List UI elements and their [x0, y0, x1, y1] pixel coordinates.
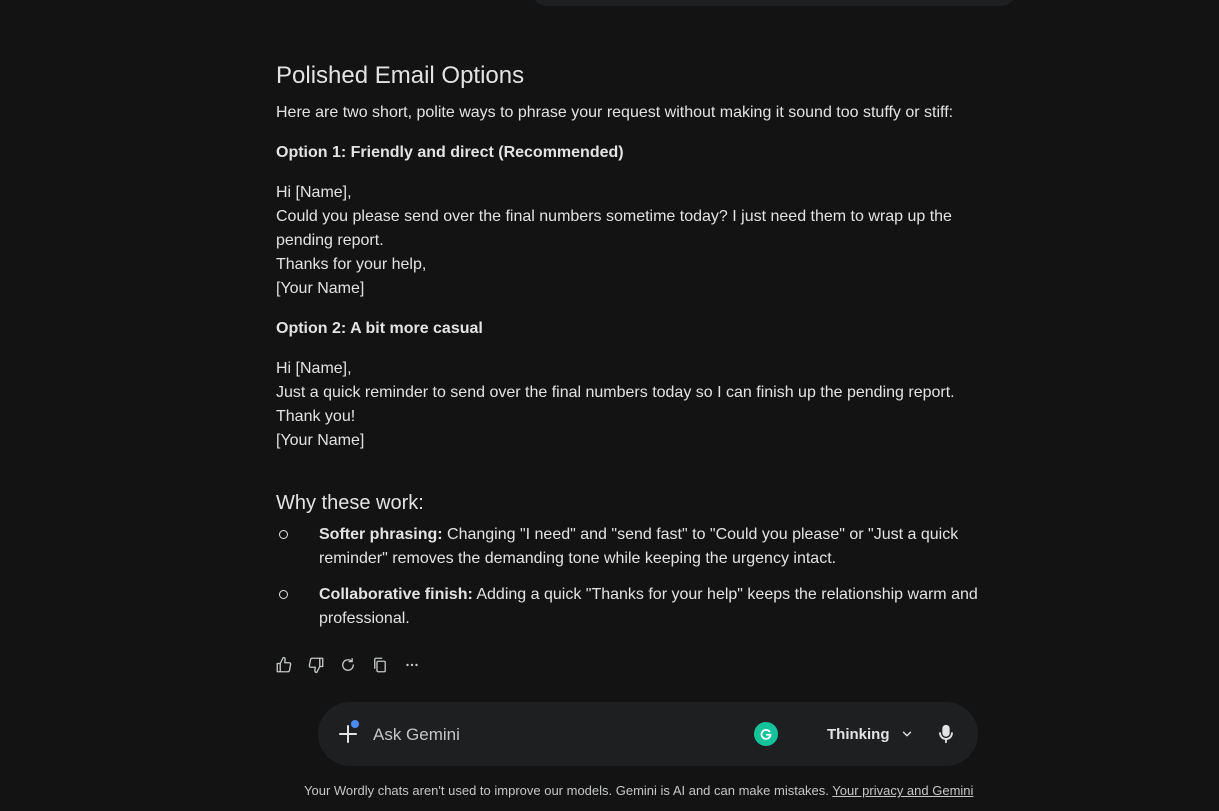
grammarly-button[interactable]: [754, 722, 778, 746]
thumbs-up-icon: [275, 656, 293, 674]
reasons-list: [276, 523, 1006, 631]
option-1-line: Could you please send over the final numbers sometime today? I just need them to wrap up the pending report.: [276, 208, 952, 249]
ask-gemini-input[interactable]: [371, 720, 735, 750]
reason-label: Collaborative finish:: [319, 586, 473, 603]
model-label: Thinking: [827, 725, 890, 743]
option-1-line: Thanks for your help,: [276, 256, 427, 273]
why-heading: Why these work:: [276, 492, 424, 514]
microphone-button[interactable]: [935, 723, 957, 745]
response-actions: [274, 655, 422, 675]
option-1-title: Option 1: Friendly and direct (Recommended): [276, 144, 624, 161]
prompt-input-bar: [318, 702, 978, 766]
option-2-line: Just a quick reminder to send over the final numbers today so I can finish up the pending report.: [276, 384, 955, 401]
response-heading: Polished Email Options: [276, 62, 525, 89]
more-icon: [403, 656, 421, 674]
privacy-link[interactable]: Your privacy and Gemini: [832, 783, 974, 798]
option-2-line: Thank you!: [276, 408, 356, 425]
model-selector[interactable]: [827, 722, 914, 746]
option-2-line: Hi [Name],: [276, 360, 352, 377]
disclaimer-text: Your Wordly chats aren't used to improve our models. Gemini is AI and can make mistakes.: [304, 783, 833, 798]
more-options-button[interactable]: [402, 655, 422, 675]
option-1-line: [Your Name]: [276, 280, 365, 297]
chevron-down-icon: [900, 727, 914, 741]
list-item: [276, 523, 1006, 571]
option-1-line: Hi [Name],: [276, 184, 352, 201]
reason-text: Changing "I need" and "send fast" to "Could you please" or "Just a quick reminder" removes the demanding tone while keeping the urgency intact.: [319, 526, 959, 567]
copy-icon: [371, 656, 389, 674]
regenerate-button[interactable]: [338, 655, 358, 675]
option-2-email: [276, 357, 1006, 453]
option-2-title: Option 2: A bit more casual: [276, 320, 483, 337]
option-2-line: [Your Name]: [276, 432, 365, 449]
grammarly-icon: [757, 725, 775, 743]
response-intro: Here are two short, polite ways to phrase your request without making it sound too stuffy or stiff:: [276, 104, 954, 121]
copy-button[interactable]: [370, 655, 390, 675]
list-item: [276, 583, 1006, 631]
option-1-email: [276, 181, 1006, 301]
thumbs-up-button[interactable]: [274, 655, 294, 675]
bullet-circle-icon: [279, 590, 288, 599]
previous-user-message-bubble: [532, 0, 1016, 6]
footer-disclaimer: [304, 782, 973, 800]
reason-label: Softer phrasing:: [319, 526, 443, 543]
reason-text: Adding a quick "Thanks for your help" keeps the relationship warm and professional.: [319, 586, 978, 627]
notification-dot: [351, 720, 359, 728]
microphone-icon: [935, 723, 957, 745]
thumbs-down-button[interactable]: [306, 655, 326, 675]
response-content: [276, 60, 1006, 643]
bullet-circle-icon: [279, 530, 288, 539]
refresh-icon: [339, 656, 357, 674]
add-attachment-button[interactable]: [336, 722, 360, 746]
thumbs-down-icon: [307, 656, 325, 674]
